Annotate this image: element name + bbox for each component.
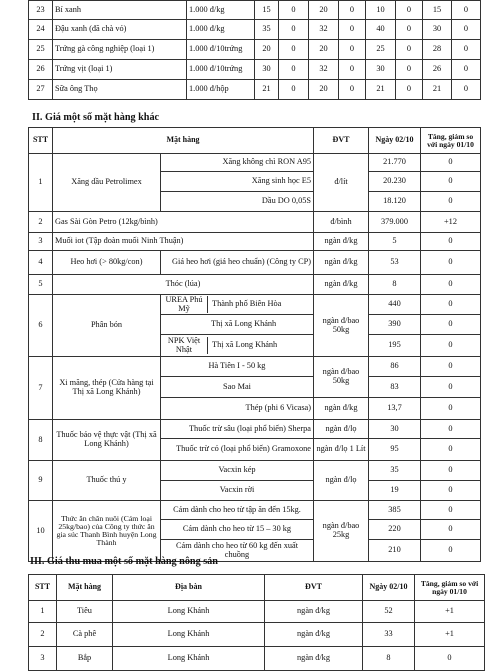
cell-name: Bắp: [57, 647, 113, 671]
row-change: 0: [421, 377, 481, 398]
row-change: 0: [421, 420, 481, 439]
cell-h: 0: [452, 60, 481, 80]
cell-area: Long Khánh: [113, 647, 265, 671]
cell-unit: 1.000 đ/10trứng: [187, 60, 255, 80]
cell-a: 15: [255, 1, 279, 20]
cell-g: 15: [423, 1, 452, 20]
cell-d: 0: [339, 20, 366, 40]
cell-f: 0: [396, 20, 423, 40]
cell-e: 40: [366, 20, 396, 40]
table-row: [29, 154, 481, 172]
cell-b: 0: [279, 60, 309, 80]
row-subitem: Dầu DO 0,05S: [161, 192, 314, 212]
row-stt: 6: [29, 295, 53, 357]
header-change: Tăng, giảm so với ngày 01/10: [415, 575, 485, 601]
row-subitem: Cám dành cho heo từ 60 kg đến xuất chuồng: [161, 540, 314, 562]
row-subitem: Xăng sinh học E5: [161, 172, 314, 192]
cell-a: 21: [255, 80, 279, 100]
cell-unit: 1.000 đ/kg: [187, 1, 255, 20]
cell-name: Bí xanh: [53, 1, 187, 20]
cell-unit: 1.000 đ/hộp: [187, 80, 255, 100]
row-change: 0: [421, 154, 481, 172]
fertilizer-brand: NPK Việt Nhật: [161, 337, 208, 354]
cell-c: 20: [309, 1, 339, 20]
cell-stt: 3: [29, 647, 57, 671]
cell-unit: ngàn đ/kg: [265, 601, 363, 623]
row-subitem: Vacxin rời: [161, 481, 314, 501]
header-stt: STT: [29, 575, 57, 601]
cell-stt: 26: [29, 60, 53, 80]
cell-a: 20: [255, 40, 279, 60]
header-item: Mặt hàng: [53, 128, 314, 154]
row-subitem: Thép (phi 6 Vicasa): [161, 398, 314, 420]
row-unit: ngàn đ/lọ 1 Lít: [314, 439, 369, 461]
row-change: 0: [421, 357, 481, 377]
cell-d: 0: [339, 1, 366, 20]
cell-area: Long Khánh: [113, 623, 265, 647]
row-price: 95: [369, 439, 421, 461]
row-change: +12: [421, 212, 481, 233]
row-subitem: Cám dành cho heo từ tập ăn đến 15kg.: [161, 501, 314, 520]
row-price: 20.230: [369, 172, 421, 192]
cell-h: 0: [452, 20, 481, 40]
row-price: 220: [369, 520, 421, 540]
cell-g: 26: [423, 60, 452, 80]
cell-f: 0: [396, 80, 423, 100]
row-subitem: Thành phố Biên Hòa: [212, 299, 282, 309]
row-price: 210: [369, 540, 421, 562]
cell-e: 21: [366, 80, 396, 100]
cell-stt: 27: [29, 80, 53, 100]
row-stt: 5: [29, 275, 53, 295]
row-price: 13,7: [369, 398, 421, 420]
row-change: 0: [421, 233, 481, 251]
row-stt: 7: [29, 357, 53, 420]
row-unit: ngàn đ/lọ: [314, 461, 369, 501]
row-price: 195: [369, 335, 421, 357]
cell-stt: 24: [29, 20, 53, 40]
table-row: [29, 20, 481, 40]
row-change: 0: [421, 501, 481, 520]
row-change: 0: [421, 275, 481, 295]
cell-a: 35: [255, 20, 279, 40]
section-3-title: III. Giá thu mua một số mặt hàng nông sản: [30, 556, 218, 567]
header-item: Mặt hàng: [57, 575, 113, 601]
row-price: 385: [369, 501, 421, 520]
row-name: Muối iot (Tập đoàn muối Ninh Thuận): [53, 233, 314, 251]
cell-chg: +1: [415, 623, 485, 647]
section-2-title: II. Giá một số mặt hàng khác: [32, 112, 160, 123]
row-price: 440: [369, 295, 421, 315]
row-price: 19: [369, 481, 421, 501]
cell-g: 30: [423, 20, 452, 40]
cell-price: 33: [363, 623, 415, 647]
cell-price: 8: [363, 647, 415, 671]
cell-unit: 1.000 đ/kg: [187, 20, 255, 40]
cell-price: 52: [363, 601, 415, 623]
row-unit: ngàn đ/bao 25kg: [314, 501, 369, 562]
row-change: 0: [421, 461, 481, 481]
table-row: [29, 420, 481, 439]
row-subitem: Thị xã Long Khánh: [212, 340, 278, 350]
row-price: 35: [369, 461, 421, 481]
cell-area: Long Khánh: [113, 601, 265, 623]
row-subitem: Xăng không chì RON A95: [161, 154, 314, 172]
row-price: 390: [369, 315, 421, 335]
row-price: 5: [369, 233, 421, 251]
header-unit: ĐVT: [265, 575, 363, 601]
cell-b: 0: [279, 40, 309, 60]
table-row: [29, 251, 481, 275]
cell-name: Đậu xanh (đã chà vỏ): [53, 20, 187, 40]
row-change: 0: [421, 335, 481, 357]
cell-c: 32: [309, 20, 339, 40]
cell-unit: 1.000 đ/10trứng: [187, 40, 255, 60]
cell-e: 30: [366, 60, 396, 80]
row-stt: 8: [29, 420, 53, 461]
row-unit: ngàn đ/bao 50kg: [314, 295, 369, 357]
header-date: Ngày 02/10: [363, 575, 415, 601]
row-subitem: Hà Tiên I - 50 kg: [161, 357, 314, 377]
row-name: Thóc (lúa): [53, 275, 314, 295]
cell-stt: 23: [29, 1, 53, 20]
cell-h: 0: [452, 80, 481, 100]
row-stt: 1: [29, 154, 53, 212]
table-row: [29, 461, 481, 481]
header-stt: STT: [29, 128, 53, 154]
row-stt: 10: [29, 501, 53, 562]
cell-chg: +1: [415, 601, 485, 623]
row-change: 0: [421, 520, 481, 540]
table-row: [29, 501, 481, 520]
cell-name: Trứng vịt (loại 1): [53, 60, 187, 80]
row-price: 86: [369, 357, 421, 377]
row-stt: 3: [29, 233, 53, 251]
row-stt: 9: [29, 461, 53, 501]
row-name: Xăng dầu Petrolimex: [53, 154, 161, 212]
row-change: 0: [421, 398, 481, 420]
row-price: 53: [369, 251, 421, 275]
table-row: [29, 623, 485, 647]
row-change: 0: [421, 251, 481, 275]
row-unit: ngàn đ/bao 50kg: [314, 357, 369, 398]
row-name: Thuốc thú y: [53, 461, 161, 501]
row-subitem: Sao Mai: [161, 377, 314, 398]
table-row: [29, 1, 481, 20]
fertilizer-brand: UREA Phú Mỹ: [161, 296, 208, 313]
cell-g: 21: [423, 80, 452, 100]
header-unit: ĐVT: [314, 128, 369, 154]
row-unit: ngàn đ/lọ: [314, 420, 369, 439]
row-price: 21.770: [369, 154, 421, 172]
row-subitem: Cám dành cho heo từ 15 – 30 kg: [161, 520, 314, 540]
table-row: [29, 601, 485, 623]
row-change: 0: [421, 540, 481, 562]
row-price: 379.000: [369, 212, 421, 233]
table-top-continuation: [28, 0, 481, 100]
cell-g: 28: [423, 40, 452, 60]
table-header-row: [29, 128, 481, 154]
cell-name: Cà phê: [57, 623, 113, 647]
cell-b: 0: [279, 1, 309, 20]
table-row: [29, 275, 481, 295]
table-row: [29, 233, 481, 251]
row-name: Xi măng, thép (Cửa hàng tại Thị xã Long Khánh): [53, 357, 161, 420]
row-price: 30: [369, 420, 421, 439]
row-subitem: Vacxin kép: [161, 461, 314, 481]
table-agri-purchase: [28, 574, 485, 671]
row-change: 0: [421, 481, 481, 501]
table-header-row: [29, 575, 485, 601]
table-row: [29, 647, 485, 671]
cell-name: Tiêu: [57, 601, 113, 623]
cell-unit: ngàn đ/kg: [265, 623, 363, 647]
row-price: 18.120: [369, 192, 421, 212]
row-unit: đ/lít: [314, 154, 369, 212]
table-other-items: [28, 127, 481, 562]
row-change: 0: [421, 172, 481, 192]
cell-stt: 1: [29, 601, 57, 623]
row-name: Thuốc bảo vệ thực vật (Thị xã Long Khánh): [53, 420, 161, 461]
row-unit: đ/bình: [314, 212, 369, 233]
cell-c: 20: [309, 40, 339, 60]
row-change: 0: [421, 315, 481, 335]
row-subitem: Thị xã Long Khánh: [161, 315, 314, 335]
cell-e: 10: [366, 1, 396, 20]
row-price: 83: [369, 377, 421, 398]
row-change: 0: [421, 295, 481, 315]
row-name: Phân bón: [53, 295, 161, 357]
row-change: 0: [421, 439, 481, 461]
row-subitem: Giá heo hơi (giá heo chuẩn) (Công ty CP): [161, 251, 314, 275]
table-row: [29, 80, 481, 100]
header-change: Tăng, giảm so với ngày 01/10: [421, 128, 481, 154]
table-row: [29, 357, 481, 377]
row-stt: 2: [29, 212, 53, 233]
row-unit: ngàn đ/kg: [314, 398, 369, 420]
cell-a: 30: [255, 60, 279, 80]
header-area: Địa bàn: [113, 575, 265, 601]
cell-h: 0: [452, 40, 481, 60]
row-name: Thức ăn chăn nuôi (Cám loại 25kg/bao) của Công ty thức ăn gia súc Thanh Bình huyện Long Thành: [53, 501, 161, 562]
row-stt: 4: [29, 251, 53, 275]
cell-d: 0: [339, 80, 366, 100]
cell-b: 0: [279, 20, 309, 40]
row-name: Gas Sài Gòn Petro (12kg/bình): [53, 212, 314, 233]
row-subitem: Thuốc trừ cỏ (loại phổ biến) Gramoxone: [161, 439, 314, 461]
row-price: 8: [369, 275, 421, 295]
row-name: Heo hơi (> 80kg/con): [53, 251, 161, 275]
row-unit: ngàn đ/kg: [314, 251, 369, 275]
table-row: [29, 295, 481, 315]
cell-b: 0: [279, 80, 309, 100]
cell-f: 0: [396, 1, 423, 20]
cell-d: 0: [339, 60, 366, 80]
cell-name: Sữa ông Thọ: [53, 80, 187, 100]
row-change: 0: [421, 192, 481, 212]
row-unit: ngàn đ/kg: [314, 233, 369, 251]
row-subitem: Thuốc trừ sâu (loại phổ biến) Sherpa: [161, 420, 314, 439]
cell-stt: 2: [29, 623, 57, 647]
cell-d: 0: [339, 40, 366, 60]
cell-c: 32: [309, 60, 339, 80]
table-row: [29, 212, 481, 233]
table-row: [29, 40, 481, 60]
cell-c: 20: [309, 80, 339, 100]
cell-chg: 0: [415, 647, 485, 671]
cell-f: 0: [396, 40, 423, 60]
cell-unit: ngàn đ/kg: [265, 647, 363, 671]
row-unit: ngàn đ/kg: [314, 275, 369, 295]
cell-name: Trứng gà công nghiệp (loại 1): [53, 40, 187, 60]
cell-stt: 25: [29, 40, 53, 60]
cell-e: 25: [366, 40, 396, 60]
cell-f: 0: [396, 60, 423, 80]
header-date: Ngày 02/10: [369, 128, 421, 154]
table-row: [29, 60, 481, 80]
cell-h: 0: [452, 1, 481, 20]
